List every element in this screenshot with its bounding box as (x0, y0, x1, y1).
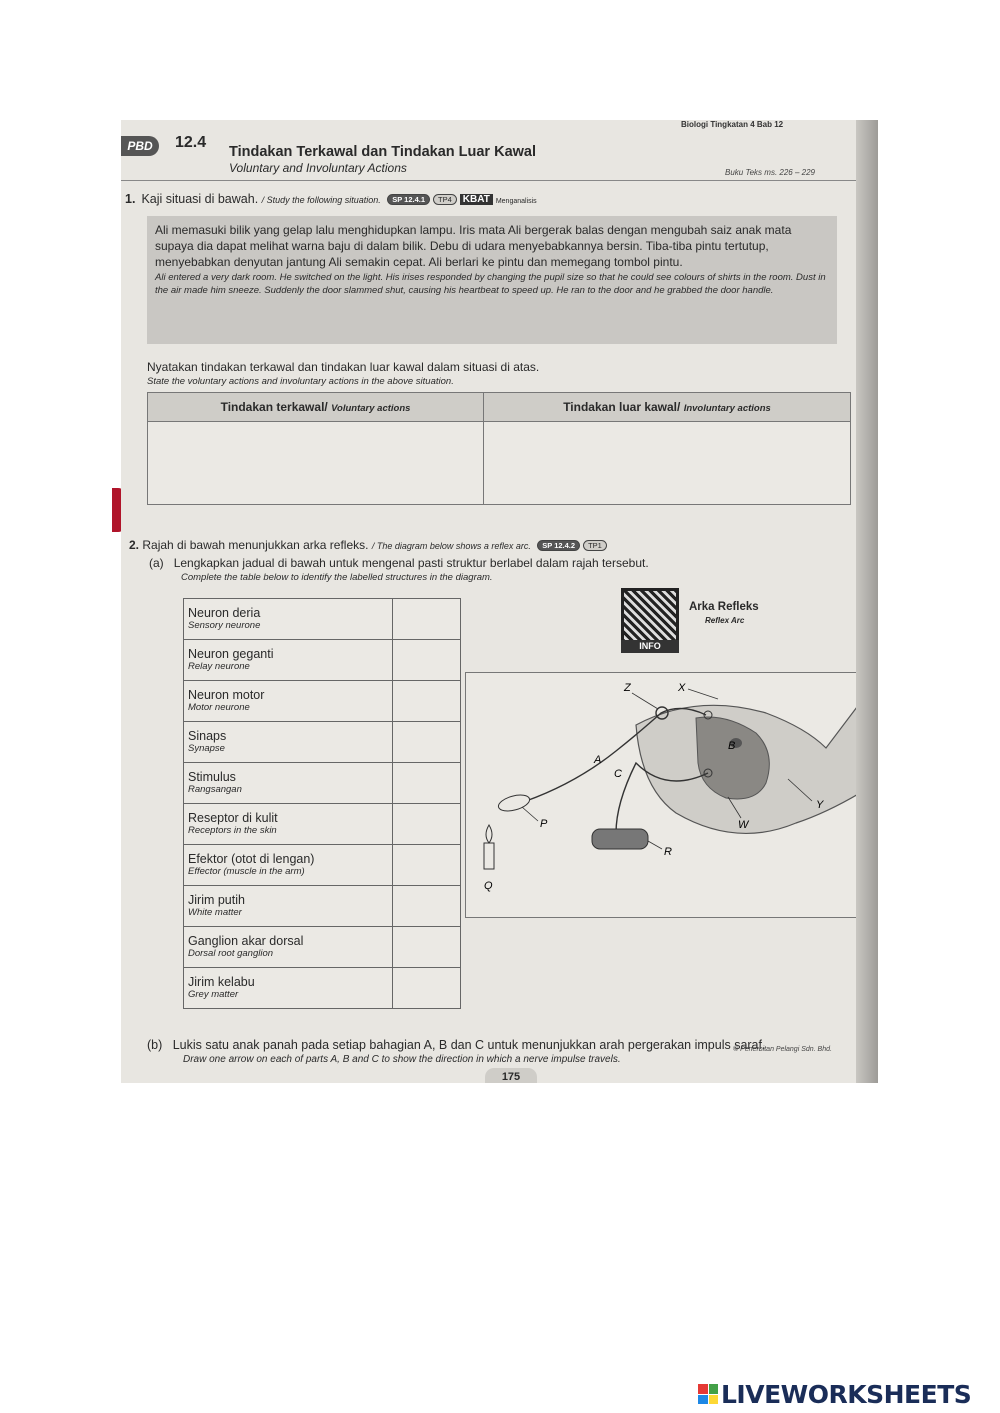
situation-box (147, 216, 837, 344)
structure-name-english: Rangsangan (188, 784, 242, 795)
q1-task-malay: Nyatakan tindakan terkawal dan tindakan luar kawal dalam situasi di atas. (147, 360, 540, 374)
q2-instruction-malay: Rajah di bawah menunjukkan arka refleks. (142, 538, 369, 552)
label-r: R (664, 846, 672, 858)
tag-sp-1242: SP 12.4.2 (537, 540, 580, 551)
involuntary-answer-cell[interactable] (484, 422, 851, 505)
structure-row (184, 886, 461, 927)
structure-row (184, 845, 461, 886)
structure-label-cell (184, 886, 393, 927)
label-x: X (678, 682, 686, 694)
kbat-badge: KBAT (460, 194, 493, 205)
structure-row (184, 763, 461, 804)
structure-name-english: Synapse (188, 743, 225, 754)
question-1-number: 1. (125, 192, 136, 206)
section-subtitle: Voluntary and Involuntary Actions (229, 161, 407, 175)
part-a-instruction (149, 556, 649, 570)
structure-name-malay: Ganglion akar dorsal (188, 934, 304, 948)
qr-title: Arka Refleks (689, 601, 759, 613)
structure-name-malay: Reseptor di kulit (188, 811, 278, 825)
situation-malay: Ali memasuki bilik yang gelap lalu menghidupkan lampu. Iris mata Ali bergerak balas dengan mengubah saiz anak mata supaya dia dapat melihat warna baju di dalam bilik. Debu di udara menyebabkannya bersin. Tiba-tiba pintu tertutup, menyebabkan denyutan jantung Ali semakin cepat. Ali berlari ke pintu dan memegang tombol pintu. (155, 223, 792, 269)
part-b-english: Draw one arrow on each of parts A, B and C to show the direction in which a nerve impulse travels. (183, 1054, 621, 1065)
part-a-english: Complete the table below to identify the labelled structures in the diagram. (181, 572, 493, 583)
leader-p (522, 807, 538, 821)
textbook-reference: Buku Teks ms. 226 – 229 (725, 168, 815, 177)
tag-tp4: TP4 (433, 194, 457, 205)
liveworksheets-brand: LIVEWORKSHEETS (721, 1379, 972, 1409)
structure-answer-cell[interactable] (393, 763, 461, 804)
structure-row (184, 599, 461, 640)
leader-x (688, 689, 718, 699)
structure-name-malay: Neuron geganti (188, 647, 274, 661)
qr-code[interactable] (621, 588, 679, 646)
structure-answer-cell[interactable] (393, 886, 461, 927)
label-b: B (728, 740, 736, 752)
structure-name-malay: Neuron motor (188, 688, 265, 702)
reflex-arc-svg (466, 673, 860, 917)
label-a: A (594, 754, 602, 766)
structure-name-english: Grey matter (188, 989, 239, 1000)
structure-row (184, 681, 461, 722)
voluntary-answer-cell[interactable] (148, 422, 484, 505)
label-c: C (614, 768, 622, 780)
q2-instruction-eng: / The diagram below shows a reflex arc. (371, 541, 531, 551)
structure-label-cell (184, 763, 393, 804)
leader-z (632, 693, 658, 709)
structure-label-cell (184, 845, 393, 886)
label-z: Z (624, 682, 631, 694)
leader-r (648, 841, 662, 849)
structure-name-english: Effector (muscle in the arm) (188, 866, 305, 877)
part-b-label: (b) (147, 1038, 163, 1052)
book-edge (856, 120, 878, 1083)
reflex-arc-diagram (465, 672, 861, 918)
structure-label-cell (184, 599, 393, 640)
structure-label-cell (184, 722, 393, 763)
header-involuntary: Tindakan luar kawal/ Involuntary actions (484, 393, 851, 422)
structure-row (184, 640, 461, 681)
candle-body (484, 843, 494, 869)
structure-label-cell (184, 681, 393, 722)
structure-name-english: Motor neurone (188, 702, 250, 713)
structure-row (184, 968, 461, 1009)
structure-name-malay: Jirim putih (188, 893, 245, 907)
section-title: Tindakan Terkawal dan Tindakan Luar Kawal (229, 144, 537, 160)
structure-label-cell (184, 927, 393, 968)
q1-task-english: State the voluntary actions and involuntary actions in the above situation. (147, 376, 454, 387)
section-number: 12.4 (175, 134, 207, 151)
q1-instruction-eng: / Study the following situation. (261, 195, 381, 205)
liveworksheets-logo[interactable] (698, 1378, 971, 1410)
structure-label-cell (184, 968, 393, 1009)
structure-name-english: Dorsal root ganglion (188, 948, 274, 959)
structure-answer-cell[interactable] (393, 640, 461, 681)
kbat-skill: Menganalisis (495, 198, 537, 205)
qr-subtitle: Reflex Arc (705, 616, 745, 625)
structure-label-cell (184, 640, 393, 681)
structure-answer-cell[interactable] (393, 968, 461, 1009)
worksheet-photo (121, 120, 878, 1083)
question-1-instruction (125, 192, 537, 206)
header-divider (121, 180, 856, 181)
subject-line: Biologi Tingkatan 4 Bab 12 (681, 120, 784, 129)
tag-sp-1241: SP 12.4.1 (387, 194, 430, 205)
tag-tp1: TP1 (583, 540, 607, 551)
q1-instruction-malay: Kaji situasi di bawah. (141, 192, 259, 206)
label-p: P (540, 818, 548, 830)
label-y: Y (816, 799, 824, 811)
muscle-shape (592, 829, 648, 849)
part-a-label: (a) (149, 556, 164, 570)
structure-label-cell (184, 804, 393, 845)
structure-row (184, 927, 461, 968)
situation-english: Ali entered a very dark room. He switched on the light. His irises responded by changing the pupil size so that he could see colours of shirts in the room. Dust in the air made him sneeze. Suddenly the door slammed shut, causing his heartbeat to speed up. He ran to the door and he grabbed the door handle. (155, 272, 826, 296)
question-2-instruction (129, 538, 607, 552)
structure-name-malay: Jirim kelabu (188, 975, 255, 989)
actions-table (147, 392, 851, 505)
structure-name-english: Receptors in the skin (188, 825, 277, 836)
structure-answer-cell[interactable] (393, 722, 461, 763)
pbd-badge: PBD (121, 136, 159, 156)
liveworksheets-icon (698, 1384, 718, 1404)
label-q: Q (484, 880, 493, 892)
structure-name-malay: Neuron deria (188, 606, 261, 620)
structures-table (183, 598, 461, 1009)
structure-row (184, 804, 461, 845)
structure-name-malay: Sinaps (188, 729, 227, 743)
part-b-malay: Lukis satu anak panah pada setiap bahagian A, B dan C untuk menunjukkan arah pergerakan impuls saraf. (172, 1038, 766, 1052)
part-b-instruction (147, 1038, 765, 1052)
qr-info-label: INFO (621, 640, 679, 653)
structure-name-malay: Efektor (otot di lengan) (188, 852, 315, 866)
question-2-number: 2. (129, 538, 140, 552)
structure-answer-cell[interactable] (393, 599, 461, 640)
copyright: © Penerbitan Pelangi Sdn. Bhd. (733, 1046, 832, 1053)
structure-name-english: Relay neurone (188, 661, 250, 672)
part-a-malay: Lengkapkan jadual di bawah untuk mengenal pasti struktur berlabel dalam rajah tersebut. (173, 556, 649, 570)
structure-name-english: White matter (188, 907, 242, 918)
worksheet-page (121, 120, 856, 1083)
structure-answer-cell[interactable] (393, 804, 461, 845)
structure-answer-cell[interactable] (393, 927, 461, 968)
candle-flame (486, 825, 492, 843)
header-voluntary: Tindakan terkawal/ Voluntary actions (148, 393, 484, 422)
structure-name-english: Sensory neurone (188, 620, 261, 631)
structure-answer-cell[interactable] (393, 681, 461, 722)
page-number: 175 (485, 1068, 537, 1083)
structure-name-malay: Stimulus (188, 770, 236, 784)
structure-answer-cell[interactable] (393, 845, 461, 886)
structure-row (184, 722, 461, 763)
label-w: W (738, 819, 749, 831)
